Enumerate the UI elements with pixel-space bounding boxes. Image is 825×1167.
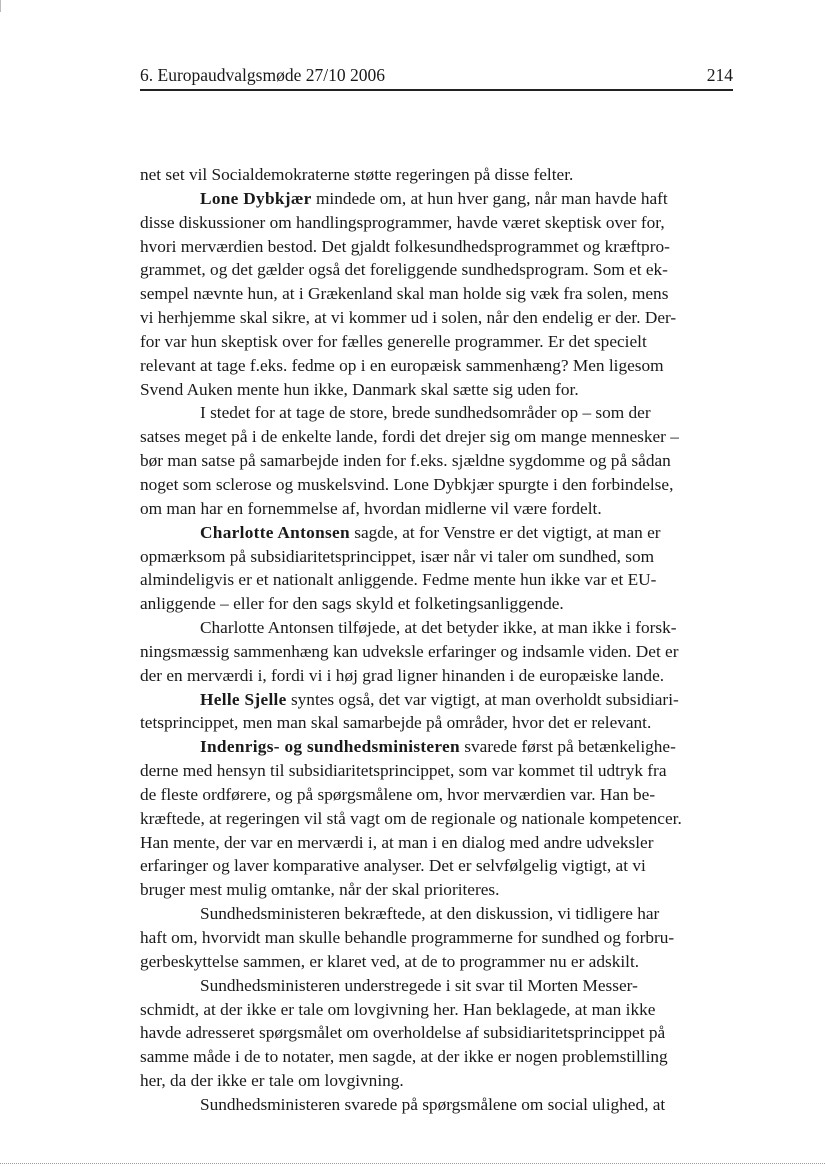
speaker-name: Lone Dybkjær	[200, 188, 312, 208]
text-line: Helle Sjelle syntes også, det var vigtigt, at man overholdt subsidiari-	[200, 689, 679, 709]
header-title: 6. Europaudvalgsmøde 27/10 2006	[140, 65, 385, 85]
speaker-name: Charlotte Antonsen	[200, 522, 350, 542]
text-line: net set vil Socialdemokraterne støtte regeringen på disse felter.	[140, 165, 574, 184]
text-line: kræftede, at regeringen vil stå vagt om de regionale og nationale kompetencer.	[140, 808, 682, 828]
text-line: Charlotte Antonsen tilføjede, at det betyder ikke, at man ikke i forsk-	[200, 618, 677, 638]
scan-edge-mark	[0, 0, 1, 12]
text-line: for var hun skeptisk over for fælles generelle programmer. Er det specielt	[140, 331, 647, 351]
speaker-name: Indenrigs- og sundhedsministeren	[200, 737, 460, 757]
page-header	[140, 60, 733, 86]
text-line: hvori merværdien bestod. Det gjaldt folkesundhedsprogrammet og kræftpro-	[140, 236, 670, 256]
text-line: grammet, og det gælder også det foreliggende sundhedsprogram. Som et ek-	[140, 260, 668, 280]
scan-bottom-edge	[0, 1163, 825, 1164]
text-line: her, da der ikke er tale om lovgivning.	[140, 1071, 404, 1091]
text-line: Charlotte Antonsen sagde, at for Venstre er det vigtigt, at man er	[200, 522, 661, 542]
text-line: bruger mest mulig omtanke, når der skal prioriteres.	[140, 880, 500, 900]
text-line: Sundhedsministeren svarede på spørgsmålene om social ulighed, at	[200, 1094, 666, 1114]
text-line: Svend Auken mente hun ikke, Danmark skal sætte sig uden for.	[140, 379, 579, 399]
text-line: almindeligvis er et nationalt anliggende. Fedme mente hun ikke var et EU-	[140, 570, 657, 590]
text-line: derne med hensyn til subsidiaritetsprincippet, som var kommet til udtryk fra	[140, 761, 667, 781]
text-line: sempel nævnte hun, at i Grækenland skal man holde sig væk fra solen, mens	[140, 284, 669, 304]
text-line: Han mente, der var en merværdi i, at man i en dialog med andre udveksler	[140, 832, 654, 852]
text-line: samme måde i de to notater, men sagde, at der ikke er nogen problemstilling	[140, 1047, 668, 1067]
text-line: de fleste ordførere, og på spørgsmålene om, hvor merværdien var. Han be-	[140, 784, 656, 804]
page-number: 214	[706, 65, 733, 85]
text-line: havde adresseret spørgsmålet om overholdelse af subsidiaritetsprincippet på	[140, 1023, 666, 1043]
text-line: noget som sclerose og muskelsvind. Lone Dybkjær spurgte i den forbindelse,	[140, 474, 674, 494]
text-line: Lone Dybkjær mindede om, at hun hver gang, når man havde haft	[200, 188, 668, 208]
text-line: anliggende – eller for den sags skyld et folketingsanliggende.	[140, 594, 564, 614]
text-line: der en merværdi i, fordi vi i høj grad ligner hinanden i de europæiske lande.	[140, 665, 665, 685]
text-line: vi herhjemme skal sikre, at vi kommer ud i solen, når den endelig er der. Der-	[140, 308, 677, 328]
text-line: I stedet for at tage de store, brede sundhedsområder op – som der	[200, 403, 651, 423]
text-line: Sundhedsministeren bekræftede, at den diskussion, vi tidligere har	[200, 904, 660, 924]
text-line: gerbeskyttelse sammen, er klaret ved, at de to programmer nu er adskilt.	[140, 951, 640, 971]
text-line: erfaringer og laver komparative analyser. Det er selvfølgelig vigtigt, at vi	[140, 856, 646, 876]
text-line: Sundhedsministeren understregede i sit svar til Morten Messer-	[200, 975, 638, 995]
speaker-name: Helle Sjelle	[200, 689, 287, 709]
text-line: Indenrigs- og sundhedsministeren svarede først på betænkelighe-	[200, 737, 676, 757]
header-rule	[140, 89, 733, 91]
text-line: tetsprincippet, men man skal samarbejde på områder, hvor det er relevant.	[140, 713, 652, 733]
text-line: ningsmæssig sammenhæng kan udveksle erfaringer og indsamle viden. Det er	[140, 641, 679, 661]
text-line: opmærksom på subsidiaritetsprincippet, især når vi taler om sundhed, som	[140, 546, 655, 566]
text-line: haft om, hvorvidt man skulle behandle programmerne for sundhed og forbru-	[140, 928, 675, 947]
text-line: schmidt, at der ikke er tale om lovgivning her. Han beklagede, at man ikke	[140, 999, 656, 1019]
text-line: bør man satse på samarbejde inden for f.eks. sjældne sygdomme og på sådan	[140, 451, 671, 471]
text-line: relevant at tage f.eks. fedme op i en europæisk sammenhæng? Men ligesom	[140, 355, 664, 375]
body-text	[140, 163, 740, 1117]
text-line: om man har en fornemmelse af, hvordan midlerne vil være fordelt.	[140, 498, 602, 518]
text-line: satses meget på i de enkelte lande, fordi det drejer sig om mange mennesker –	[140, 427, 679, 447]
text-line: disse diskussioner om handlingsprogrammer, havde været skeptisk over for,	[140, 212, 665, 232]
